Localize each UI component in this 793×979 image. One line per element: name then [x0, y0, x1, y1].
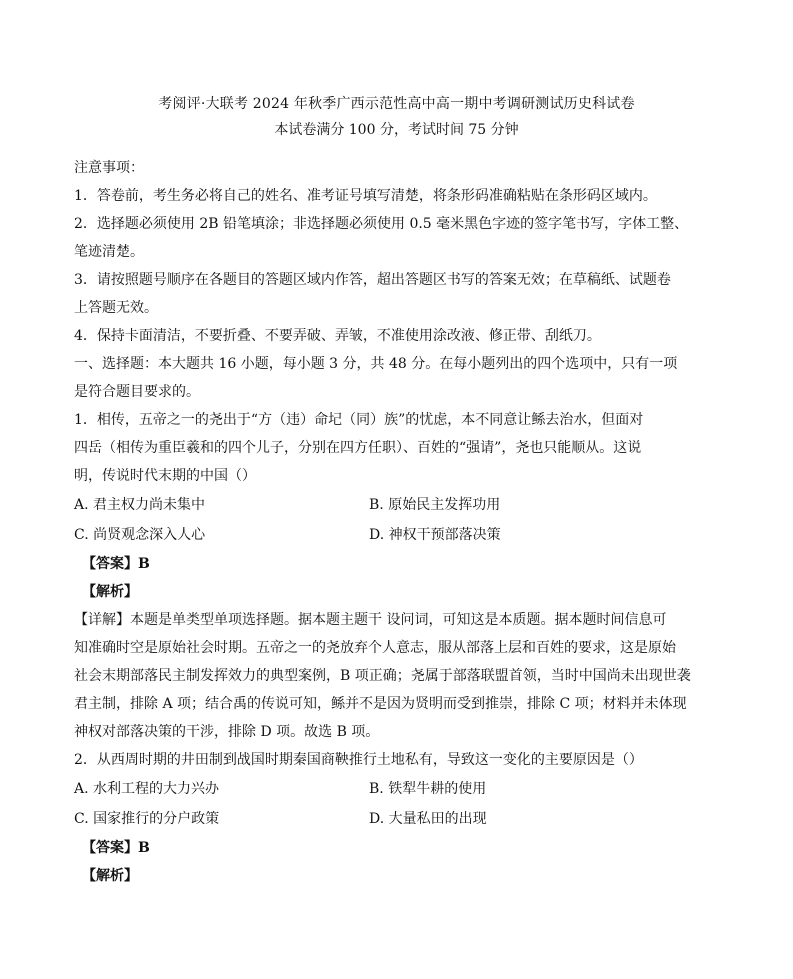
q1-answer: 【答案】B	[82, 556, 150, 572]
q2-option-c: C. 国家推行的分户政策	[74, 811, 220, 827]
q1-detail-line-2: 知准确时空是原始社会时期。五帝之一的尧放弃个人意志，服从部落上层和百姓的要求，这是原始	[74, 640, 676, 656]
q1-option-a: A. 君主权力尚未集中	[74, 497, 206, 513]
q1-options-row-2	[74, 520, 674, 550]
note-item-4: 4．保持卡面清洁，不要折叠、不要弄破、弄皱，不准使用涂改液、修正带、刮纸刀。	[74, 328, 601, 344]
notes-heading: 注意事项：	[74, 160, 144, 176]
note-item-3-cont: 上答题无效。	[74, 300, 158, 316]
note-item-3: 3．请按照题号顺序在各题目的答题区域内作答，超出答题区书写的答案无效；在草稿纸、试题卷	[74, 272, 671, 288]
q1-options-row-1	[74, 490, 674, 520]
q1-option-c: C. 尚贤观念深入人心	[74, 527, 206, 543]
q1-option-d: D. 神权干预部落决策	[369, 527, 501, 543]
section-heading-cont: 是符合题目要求的。	[74, 384, 200, 400]
q1-detail-line-5: 神权对部落决策的干涉，排除 D 项。故选 B 项。	[74, 724, 380, 740]
note-item-1: 1．答卷前，考生务必将自己的姓名、准考证号填写清楚，将条形码准确粘贴在条形码区域内。	[74, 188, 657, 204]
q1-option-b: B. 原始民主发挥功用	[369, 497, 501, 513]
q2-option-d: D. 大量私田的出现	[369, 811, 487, 827]
page-subtitle: 本试卷满分 100 分，考试时间 75 分钟	[274, 122, 519, 138]
document-body	[74, 154, 691, 890]
note-item-2-cont: 笔迹清楚。	[74, 244, 144, 260]
q1-stem-line-3: 明，传说时代末期的中国（）	[74, 468, 256, 484]
q2-stem-line-1: 2．从西周时期的井田制到战国时期秦国商鞅推行土地私有，导致这一变化的主要原因是（）	[74, 752, 643, 768]
q1-detail-line-1: 【详解】本题是单类型单项选择题。据本题主题干 设问词，可知这是本质题。据本题时间信息可	[74, 612, 667, 628]
q1-stem-line-2: 四岳（相传为重臣羲和的四个儿子，分别在四方任职）、百姓的“强请”，尧也只能顺从。这说	[74, 440, 642, 456]
note-item-2: 2．选择题必须使用 2B 铅笔填涂；非选择题必须使用 0.5 毫米黑色字迹的签字笔书写，字体工整、	[74, 216, 689, 232]
section-heading: 一、选择题：本大题共 16 小题，每小题 3 分，共 48 分。在每小题列出的四个选项中，只有一项	[74, 356, 678, 372]
q2-option-a: A. 水利工程的大力兴办	[74, 781, 220, 797]
q1-detail-line-4: 君主制，排除 A 项；结合禹的传说可知，鲧并不是因为贤明而受到推崇，排除 C 项；材料并未体现	[74, 696, 687, 712]
q1-analysis-label: 【解析】	[82, 584, 138, 600]
q2-analysis-label: 【解析】	[82, 868, 138, 884]
q2-answer: 【答案】B	[82, 840, 150, 856]
q1-stem-line-1: 1．相传，五帝之一的尧出于“方（违）命圮（同）族”的忧虑，本不同意让鲧去治水，但面对	[74, 412, 644, 428]
q2-options-row-2	[74, 804, 674, 834]
q2-option-b: B. 铁犁牛耕的使用	[369, 781, 487, 797]
page-title: 考阅评·大联考 2024 年秋季广西示范性高中高一期中考调研测试历史科试卷	[158, 96, 635, 112]
q1-detail-line-3: 社会末期部落民主制发挥效力的典型案例，B 项正确；尧属于部落联盟首领，当时中国尚未出现世袭	[74, 668, 691, 684]
q2-options-row-1	[74, 774, 674, 804]
